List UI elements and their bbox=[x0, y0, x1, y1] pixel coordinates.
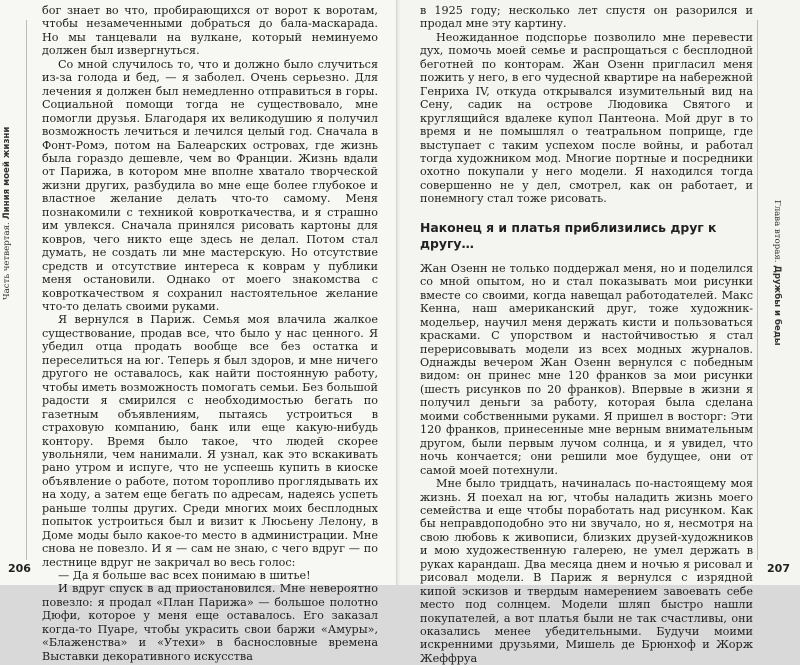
right-page-number: 207 bbox=[767, 562, 790, 575]
left-page-number: 206 bbox=[8, 562, 31, 575]
right-page bbox=[400, 0, 800, 665]
paragraph: И вдруг спуск в ад приостановился. Мне невероятно повезло: я продал «План Парижа» — большое полотно Дюфи, которое у меня еще оставалось. Его заказал когда-то Пуаре, чтобы украсить свои баржи «Амуры», «Блаженства» и «Утехи» в баснословные времена Выставки декоративного искусства bbox=[42, 582, 378, 663]
left-text-column bbox=[42, 4, 378, 663]
paragraph: бог знает во что, пробирающихся от ворот к воротам, чтобы незамеченными добраться до бала-маскарада. Но мы танцевали на вулкане, который неминуемо должен был извергнуться. bbox=[42, 4, 378, 58]
right-running-head-title: Дружбы и беды bbox=[772, 265, 782, 346]
paragraph: Жан Озенн не только поддержал меня, но и поделился со мной опытом, но и стал показывать мои рисунки вместе со своими, когда навещал работодателей. Макс Кенна, наш американский друг, тоже художник-модельер, научил меня держать кисти и пользоваться красками. С упорством и настойчивостью я стал перерисовывать модели из всех модных журналов. Однажды вечером Жан Озенн вернулся с победным видом: он принес мне 120 франков за мои рисунки (шесть рисунков по 20 франков). Впервые в жизни я получил деньги за работу, которая была сделана моими собственными руками. Я пришел в восторг: Эти 120 франков, принесенные мне верным внимательным другом, были первым лучом солнца, и я увидел, что ночь кончается; они решили мое будущее, они от самой моей потехнули. bbox=[420, 261, 753, 477]
right-running-head bbox=[772, 200, 782, 346]
left-running-head-part: Часть четвертая. bbox=[2, 222, 12, 300]
dialogue-line: — Да я больше вас всех понимаю в шитье! bbox=[58, 569, 311, 583]
right-margin-rule bbox=[757, 20, 758, 560]
section-heading: Наконец я и платья приблизились друг к другу… bbox=[420, 219, 717, 251]
paragraph: Мне было тридцать, начиналась по-настоящему моя жизнь. Я поехал на юг, чтобы наладить жизнь моего семейства и еще чтобы поработать над рисунком. Как бы неправдоподобно это ни звучало, но я, несмотря на свою любовь к живописи, близких друзей-художников и мою художественную галерею, не умел держать в руках карандаш. Два месяца днем и ночью я рисовал и рисовал модели. В Париж я вернулся с изрядной кипой эскизов и твердым намерением завоевать себе место под солнцем. Модели шляп быстро нашли покупателей, а вот платья были не так счастливы, они оказались менее убедительными. Будучи моими искренними друзьями, Мишель де Брюнхоф и Жорж Жеффруа bbox=[420, 477, 753, 665]
left-margin-rule bbox=[26, 20, 27, 560]
left-page bbox=[0, 0, 398, 663]
right-running-head-part: Глава вторая. bbox=[772, 200, 782, 263]
paragraph: Неожиданное подспорье позволило мне перевести дух, помочь моей семье и распрощаться с бесплодной беготней по конторам. Жан Озенн пригласил меня пожить у него, в его чудесной квартире на набережной Генриха IV, откуда открывался изумительный вид на Сену, садик на острове Людовика Святого и круглящийся вдалеке купол Пантеона. Мой друг в то время и не помышлял о театральном поприще, где выступает с таким успехом после войны, и работал тогда художником мод. Многие портные и посредники охотно покупали у него модели. Я находился тогда совершенно не у дел, смотрел, как он работает, и понемногу стал тоже рисовать. bbox=[420, 30, 753, 206]
paragraph: Я вернулся в Париж. Семья моя влачила жалкое существование, продав все, что было у нас ценного. Я убедил отца продать вообще все без остатка и переселиться на юг. Теперь я был здоров, и мне ничего другого не оставалось, как найти постоянную работу, чтобы иметь возможность помогать семьи. Без большой радости я смирился с необходимостью бегать по газетным объявлениям, пытаясь устроиться в страховую компанию, банк или еще какую-нибудь контору. Время было такое, что людей скорее увольняли, чем нанимали. Я узнал, как это вскакивать рано утром и испуге, что не успеешь купить в киоске объявление о работе, потом торопливо проглядывать их на ходу, а затем еще бегать по адресам, надеясь успеть раньше толпы других. Среди многих моих бесплодных попыток устроиться был и визит к Люсьену Лелону, в Доме моды было какое-то место в администрации. Мне снова не повезло. И я — сам не знаю, с чего вдруг — по лестнице вдруг не закричал во весь голос: bbox=[42, 313, 378, 569]
left-running-head-title: Линия моей жизни bbox=[2, 126, 12, 220]
paragraph: в 1925 году; несколько лет спустя он разорился и продал мне эту картину. bbox=[420, 4, 753, 31]
paragraph: Со мной случилось то, что и должно было случиться из-за голода и бед, — я заболел. Очень серьезно. Для лечения я должен был немедленно отправиться в горы. Социальной помощи тогда не существовало, мне помогли друзья. Благодаря их великодушию я получил возможность лечиться и лечился целый год. Сначала в Фонт-Ромэ, потом на Балеарских островах, где жизнь была гораздо дешевле, чем во Франции. Жизнь вдали от Парижа, в котором мне вполне хватало творческой жизни других, разбудила во мне еще более глубокое и властное желание делать что-то самому. Меня познакомили с техникой ковроткачества, и я страшно им увлекся. Сначала принялся рисовать картоны для ковров, чего никто еще здесь не делал. Потом стал думать, не создать ли мне мастерскую. Но отсутствие средств и отсутствие интереса к коврам у публики меня остановили. Однако от моего знакомства с ковроткачеством я сохранил настоятельное желание что-то делать своими руками. bbox=[42, 57, 378, 313]
left-running-head bbox=[2, 127, 12, 300]
right-text-column bbox=[420, 4, 753, 665]
